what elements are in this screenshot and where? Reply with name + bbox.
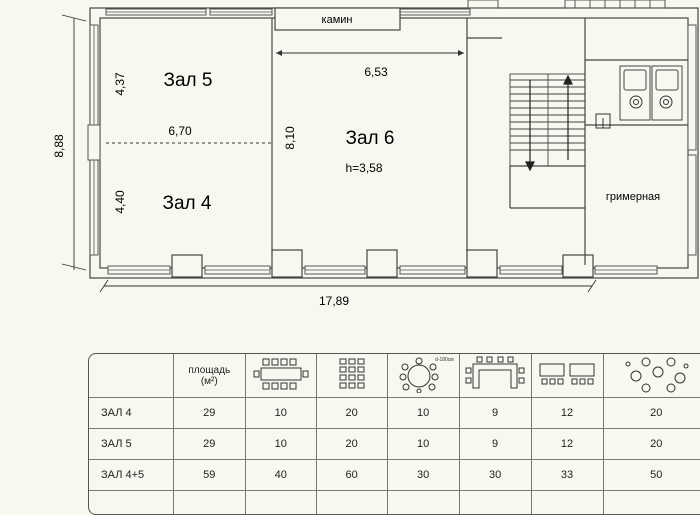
room-zal5: Зал 5 (164, 70, 213, 91)
capacity-header-row (89, 354, 700, 398)
cell-cabaret: 12 (531, 429, 603, 460)
table-row (89, 429, 700, 460)
cell-banquet: 10 (245, 429, 316, 460)
cell-round: 10 (387, 398, 459, 429)
dim-zal5-height: 4,37 (113, 72, 127, 96)
cell-ushape: 9 (459, 429, 531, 460)
sink (596, 114, 610, 128)
dim-zal6-height: 8,10 (283, 126, 297, 150)
cell-area: 59 (173, 460, 245, 491)
dim-zal45-width: 6,70 (168, 124, 192, 138)
staircase (510, 74, 585, 166)
dim-total-height: 8,88 (52, 134, 66, 158)
u-shape-layout-icon (465, 356, 525, 392)
header-area-label: площадь (174, 365, 245, 376)
stair-arrows (526, 76, 572, 170)
cell-cocktail: 20 (603, 398, 700, 429)
fireplace-label: камин (322, 14, 353, 26)
header-cabaret (531, 354, 603, 398)
dim-zal4-height: 4,40 (113, 190, 127, 214)
row-name: ЗАЛ 5 (89, 429, 173, 460)
room-zal6: Зал 6 (346, 128, 395, 149)
top-edge-details (468, 0, 665, 8)
capacity-table (88, 353, 700, 515)
capacity-grid (89, 354, 700, 515)
round-table-diameter-label: d-180см (435, 357, 454, 363)
header-room (89, 354, 173, 398)
header-cocktail (603, 354, 700, 398)
header-classroom (316, 354, 387, 398)
room-zal6-height: h=3,58 (345, 161, 382, 175)
toilet-icons (630, 96, 672, 108)
classroom-layout-icon (324, 356, 380, 392)
dim-total-width: 17,89 (319, 294, 349, 308)
room-zal4: Зал 4 (163, 193, 212, 214)
cocktail-layout-icon (616, 354, 696, 394)
cell-banquet: 40 (245, 460, 316, 491)
room-makeup: гримерная (606, 191, 660, 203)
cell-classroom: 60 (316, 460, 387, 491)
table-row (89, 398, 700, 429)
table-row (89, 460, 700, 491)
header-area-unit: (м²) (174, 376, 245, 387)
cell-area: 29 (173, 398, 245, 429)
cell-cocktail: 20 (603, 429, 700, 460)
cell-banquet: 10 (245, 398, 316, 429)
row-name: ЗАЛ 4+5 (89, 460, 173, 491)
cell-area: 29 (173, 429, 245, 460)
round-table-layout-icon (391, 355, 455, 393)
header-ushape (459, 354, 531, 398)
cell-classroom: 20 (316, 429, 387, 460)
washroom (620, 66, 682, 120)
cell-round: 30 (387, 460, 459, 491)
stair-steps (510, 80, 585, 150)
cell-cabaret: 12 (531, 398, 603, 429)
dimension-lines (62, 15, 596, 292)
cell-ushape: 30 (459, 460, 531, 491)
cell-classroom: 20 (316, 398, 387, 429)
cell-cabaret: 33 (531, 460, 603, 491)
cell-round: 10 (387, 429, 459, 460)
cell-ushape: 9 (459, 398, 531, 429)
right-windows (688, 25, 696, 255)
row-name: ЗАЛ 4 (89, 398, 173, 429)
cabaret-tables-layout-icon (536, 356, 598, 392)
banquet-table-layout-icon (253, 356, 309, 392)
header-banquet (245, 354, 316, 398)
capacity-body (89, 398, 700, 515)
cell-cocktail: 50 (603, 460, 700, 491)
interior-walls (272, 18, 688, 265)
header-round (387, 354, 459, 398)
dim-zal6-width: 6,53 (364, 65, 388, 79)
table-row-partial (89, 491, 700, 515)
header-area (173, 354, 245, 398)
